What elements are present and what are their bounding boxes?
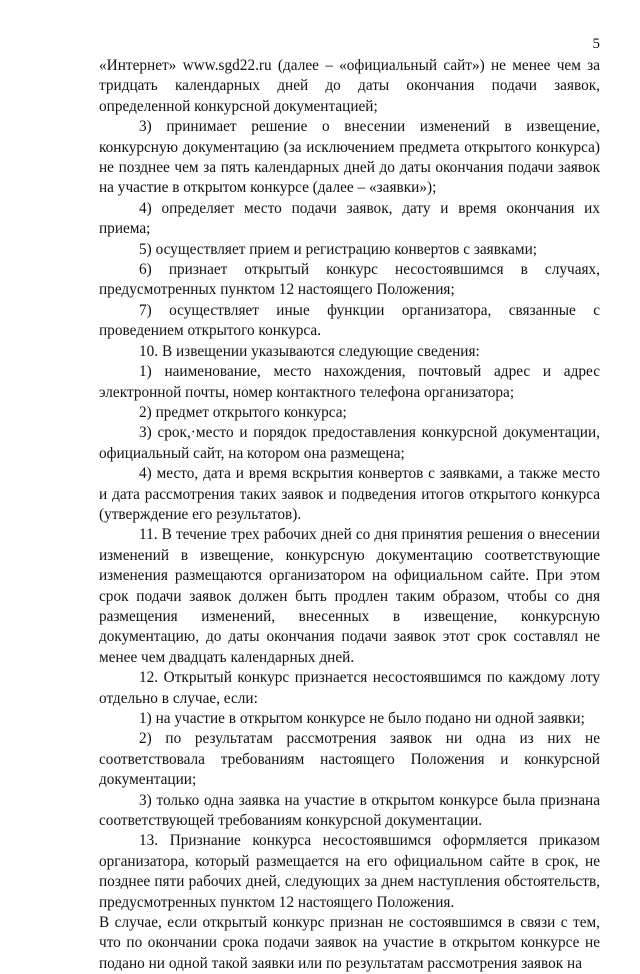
- page-number: 5: [592, 36, 600, 52]
- paragraph: В случае, если открытый конкурс признан не состоявшимся в связи с тем, что по окончании срока подачи заявок на участие в открытом конкурсе не подано ни одной такой заявки или по результатам рассмотрения заявок на: [99, 914, 600, 972]
- paragraph: 1) наименование, место нахождения, почтовый адрес и адрес электронной почты, номер контактного телефона организатора;: [99, 363, 600, 401]
- paragraph: 4) место, дата и время вскрытия конвертов с заявками, а также место и дата рассмотрения таких заявок и подведения итогов открытого конкурса (утверждение его результатов).: [99, 465, 600, 523]
- paragraph: 5) осуществляет прием и регистрацию конвертов с заявками;: [139, 240, 538, 258]
- paragraph: 4) определяет место подачи заявок, дату и время окончания их приема;: [99, 199, 600, 238]
- paragraph: 3) только одна заявка на участие в открытом конкурсе была признана соответствующей требованиям конкурсной документации.: [99, 791, 600, 830]
- paragraph: 2) по результатам рассмотрения заявок ни одна из них не соответствовала требованиям настоящего Положения и конкурсной документации;: [99, 730, 600, 789]
- paragraph: 6) признает открытый конкурс несостоявшимся в случаях, предусмотренных пунктом 12 настоящего Положения;: [99, 261, 600, 299]
- paragraph: 1) на участие в открытом конкурсе не было подано ни одной заявки;: [139, 710, 585, 727]
- paragraph: «Интернет» www.sgd22.ru (далее – «официальный сайт») не менее чем за тридцать календарных дней до даты окончания подачи заявок, определенной конкурсной документацией;: [99, 57, 600, 115]
- paragraph: 3) принимает решение о внесении изменений в извещение, конкурсную документацию (за исключением предмета открытого конкурса) не позднее чем за пять календарных дней до даты окончания подачи заявок на участие в открытом конкурсе (далее – «заявки»);: [99, 118, 600, 197]
- paragraph: 7) осуществляет иные функции организатора, связанные с проведением открытого конкурса.: [99, 301, 600, 340]
- paragraph: 12. Открытый конкурс признается несостоявшимся по каждому лоту отдельно в случае, если:: [99, 669, 600, 707]
- document-body: [99, 56, 600, 974]
- paragraph: 10. В извещении указываются следующие сведения:: [139, 342, 480, 360]
- paragraph: 11. В течение трех рабочих дней со дня принятия решения о внесении изменений в извещение, конкурсную документацию соответствующие изменения размещаются организатором на официальном сайте. При этом срок подачи заявок должен быть продлен таким образом, чтобы со дня размещения изменений, внесенных в извещение, конкурсную документацию, до даты окончания подачи заявок этот срок составлял не менее чем двадцать календарных дней.: [99, 526, 600, 666]
- paragraph: 3) срок,·место и порядок предоставления конкурсной документации, официальный сайт, на котором она размещена;: [99, 424, 600, 462]
- paragraph: 2) предмет открытого конкурса;: [139, 403, 347, 421]
- paragraph: 13. Признание конкурса несостоявшимся оформляется приказом организатора, который размещается на его официальном сайте в срок, не позднее пяти рабочих дней, следующих за днем наступления обстоятельств, предусмотренных пунктом 12 настоящего Положения.: [99, 832, 600, 911]
